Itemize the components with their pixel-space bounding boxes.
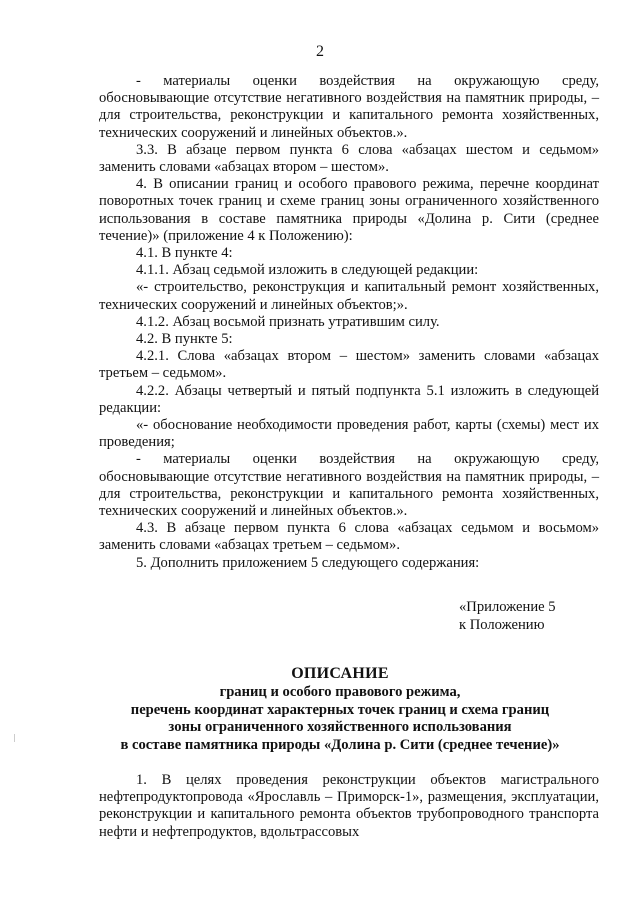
margin-mark bbox=[14, 734, 15, 742]
description-paragraph-1: 1. В целях проведения реконструкции объектов магистрального нефтепродуктопровода «Ярославль – Приморск-1», размещения, эксплуатации, реконструкции и капитального ремонта объектов трубопроводного транспорта нефти и нефтепродуктов, вдольтрассовых bbox=[99, 772, 599, 840]
heading-title: ОПИСАНИЕ bbox=[291, 665, 389, 682]
attachment-reference bbox=[459, 599, 556, 634]
paragraph-quote-justification: «- обоснование необходимости проведения работ, карты (схемы) мест их проведения; bbox=[99, 417, 599, 451]
paragraph-3-3: 3.3. В абзаце первом пункта 6 слова «абзацах шестом и седьмом» заменить словами «абзацах втором – шестом». bbox=[99, 141, 599, 176]
attachment-line-1: «Приложение 5 bbox=[459, 599, 556, 615]
page-number: 2 bbox=[316, 43, 324, 60]
attachment-line-2: к Положению bbox=[459, 616, 545, 633]
heading-line-3: зоны ограниченного хозяйственного использования bbox=[168, 719, 512, 735]
paragraph-materials-2: - материалы оценки воздействия на окружающую среду, обосновывающие отсутствие негативного воздействия на памятник природы, – для строительства, реконструкции и капитального ремонта хозяйственных, технических сооружений и линейных объектов.». bbox=[99, 451, 599, 520]
paragraph-4-2-2: 4.2.2. Абзацы четвертый и пятый подпункта 5.1 изложить в следующей редакции: bbox=[99, 382, 599, 416]
paragraph-4: 4. В описании границ и особого правового режима, перечне координат поворотных точек границ и схеме границ зоны ограниченного хозяйственного использования в составе памятника природы «Долина р. Сити (среднее течение)» (приложение 4 к Положению): bbox=[99, 176, 599, 244]
description-text bbox=[99, 772, 599, 841]
paragraph-4-1-1: 4.1.1. Абзац седьмой изложить в следующей редакции: bbox=[136, 262, 479, 279]
paragraph-5: 5. Дополнить приложением 5 следующего содержания: bbox=[136, 554, 480, 571]
paragraph-4-2: 4.2. В пункте 5: bbox=[136, 331, 233, 348]
paragraph-4-1: 4.1. В пункте 4: bbox=[136, 245, 233, 262]
paragraph-4-1-2: 4.1.2. Абзац восьмой признать утратившим силу. bbox=[136, 313, 440, 330]
heading-line-4: в составе памятника природы «Долина р. Сити (среднее течение)» bbox=[120, 736, 560, 753]
paragraph-quote-construction: «- строительство, реконструкция и капитальный ремонт хозяйственных, технических сооружений и линейных объектов;». bbox=[99, 279, 599, 313]
section-heading bbox=[90, 664, 590, 754]
paragraph-materials-1: - материалы оценки воздействия на окружающую среду, обосновывающие отсутствие негативного воздействия на памятник природы, – для строительства, реконструкции и капитального ремонта хозяйственных, технических сооружений и линейных объектов.». bbox=[99, 73, 599, 141]
amendment-text bbox=[99, 73, 599, 572]
paragraph-4-2-1: 4.2.1. Слова «абзацах втором – шестом» заменить словами «абзацах третьем – седьмом». bbox=[99, 348, 599, 382]
heading-line-2: перечень координат характерных точек границ и схема границ bbox=[130, 701, 550, 718]
paragraph-4-3: 4.3. В абзаце первом пункта 6 слова «абзацах седьмом и восьмом» заменить словами «абзацах третьем – седьмом». bbox=[99, 520, 599, 554]
heading-line-1: границ и особого правового режима, bbox=[219, 684, 461, 700]
